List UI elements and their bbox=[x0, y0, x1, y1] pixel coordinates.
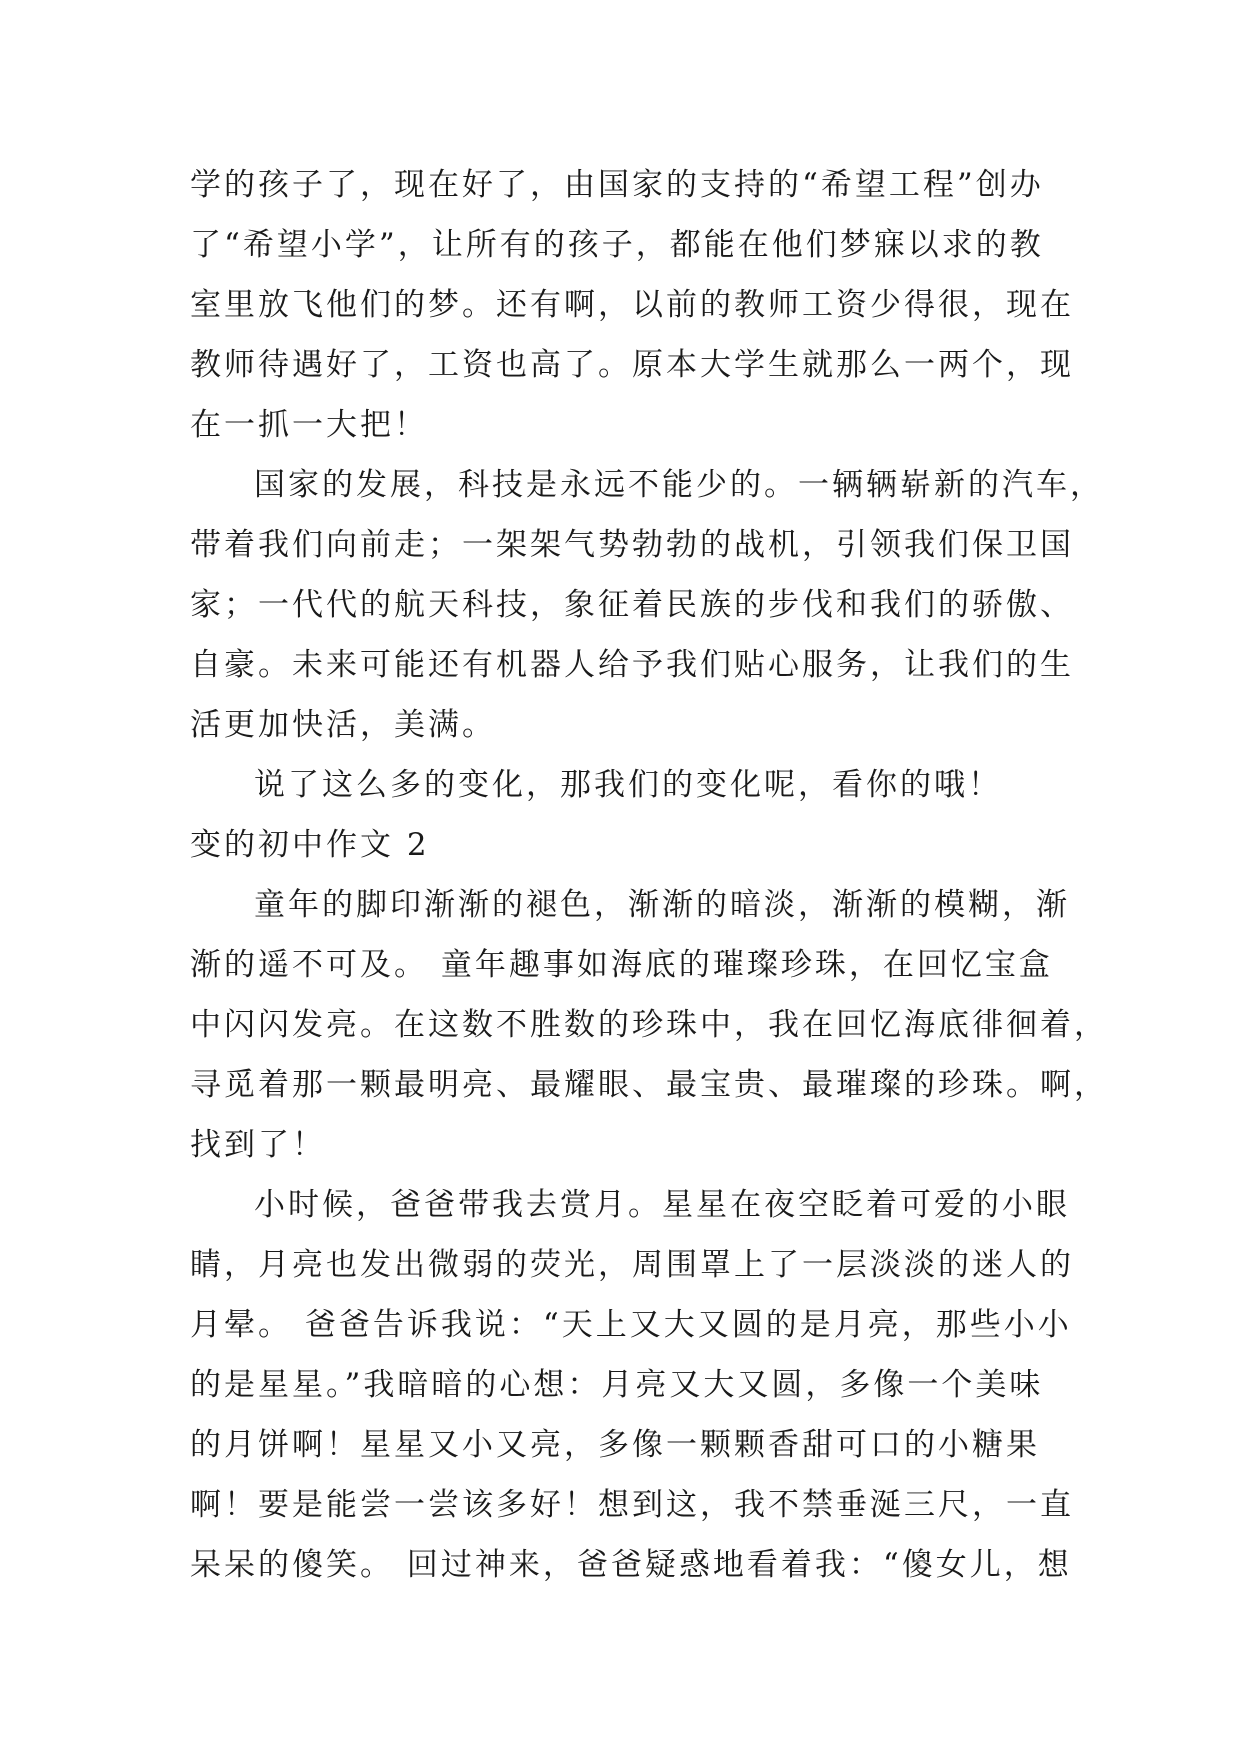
text-line: 中闪闪发亮。在这数不胜数的珍珠中，我在回忆海底徘徊着， bbox=[190, 1007, 1108, 1043]
paragraph-first-line: 说了这么多的变化，那我们的变化呢，看你的哦！ bbox=[254, 767, 1002, 803]
paragraph-first-line: 童年的脚印渐渐的褪色，渐渐的暗淡，渐渐的模糊，渐 bbox=[254, 887, 1070, 923]
text-line: 带着我们向前走；一架架气势勃勃的战机，引领我们保卫国 bbox=[190, 527, 1074, 563]
text-line: 活更加快活，美满。 bbox=[190, 707, 496, 743]
text-line: 月晕。 爸爸告诉我说：“天上又大又圆的是月亮，那些小小 bbox=[190, 1307, 1072, 1343]
text-line: 教师待遇好了，工资也高了。原本大学生就那么一两个，现 bbox=[190, 347, 1074, 383]
paragraph-first-line: 国家的发展，科技是永远不能少的。一辆辆崭新的汽车， bbox=[254, 467, 1104, 503]
paragraph-first-line: 小时候，爸爸带我去赏月。星星在夜空眨着可爱的小眼 bbox=[254, 1187, 1070, 1223]
text-line: 渐的遥不可及。 童年趣事如海底的璀璨珍珠，在回忆宝盒 bbox=[190, 947, 1053, 983]
text-line: 家；一代代的航天科技，象征着民族的步伐和我们的骄傲、 bbox=[190, 587, 1074, 623]
text-line: 变的初中作文 2 bbox=[190, 827, 430, 863]
text-line: 寻觅着那一颗最明亮、最耀眼、最宝贵、最璀璨的珍珠。啊， bbox=[190, 1067, 1108, 1103]
text-line: 啊！要是能尝一尝该多好！想到这，我不禁垂涎三尺，一直 bbox=[190, 1487, 1074, 1523]
text-line: 的月饼啊！星星又小又亮，多像一颗颗香甜可口的小糖果 bbox=[190, 1427, 1040, 1463]
text-line: 找到了！ bbox=[190, 1127, 326, 1163]
text-line: 学的孩子了，现在好了，由国家的支持的“希望工程”创办 bbox=[190, 167, 1044, 203]
text-line: 的是星星。”我暗暗的心想：月亮又大又圆，多像一个美味 bbox=[190, 1367, 1044, 1403]
text-line: 在一抓一大把！ bbox=[190, 407, 428, 443]
document-body bbox=[190, 155, 1108, 1595]
text-line: 了“希望小学”，让所有的孩子，都能在他们梦寐以求的教 bbox=[190, 227, 1044, 263]
text-line: 呆呆的傻笑。 回过神来，爸爸疑惑地看着我：“傻女儿，想 bbox=[190, 1547, 1072, 1583]
text-line: 室里放飞他们的梦。还有啊，以前的教师工资少得很，现在 bbox=[190, 287, 1074, 323]
text-line: 自豪。未来可能还有机器人给予我们贴心服务，让我们的生 bbox=[190, 647, 1074, 683]
text-line: 睛，月亮也发出微弱的荧光，周围罩上了一层淡淡的迷人的 bbox=[190, 1247, 1074, 1283]
